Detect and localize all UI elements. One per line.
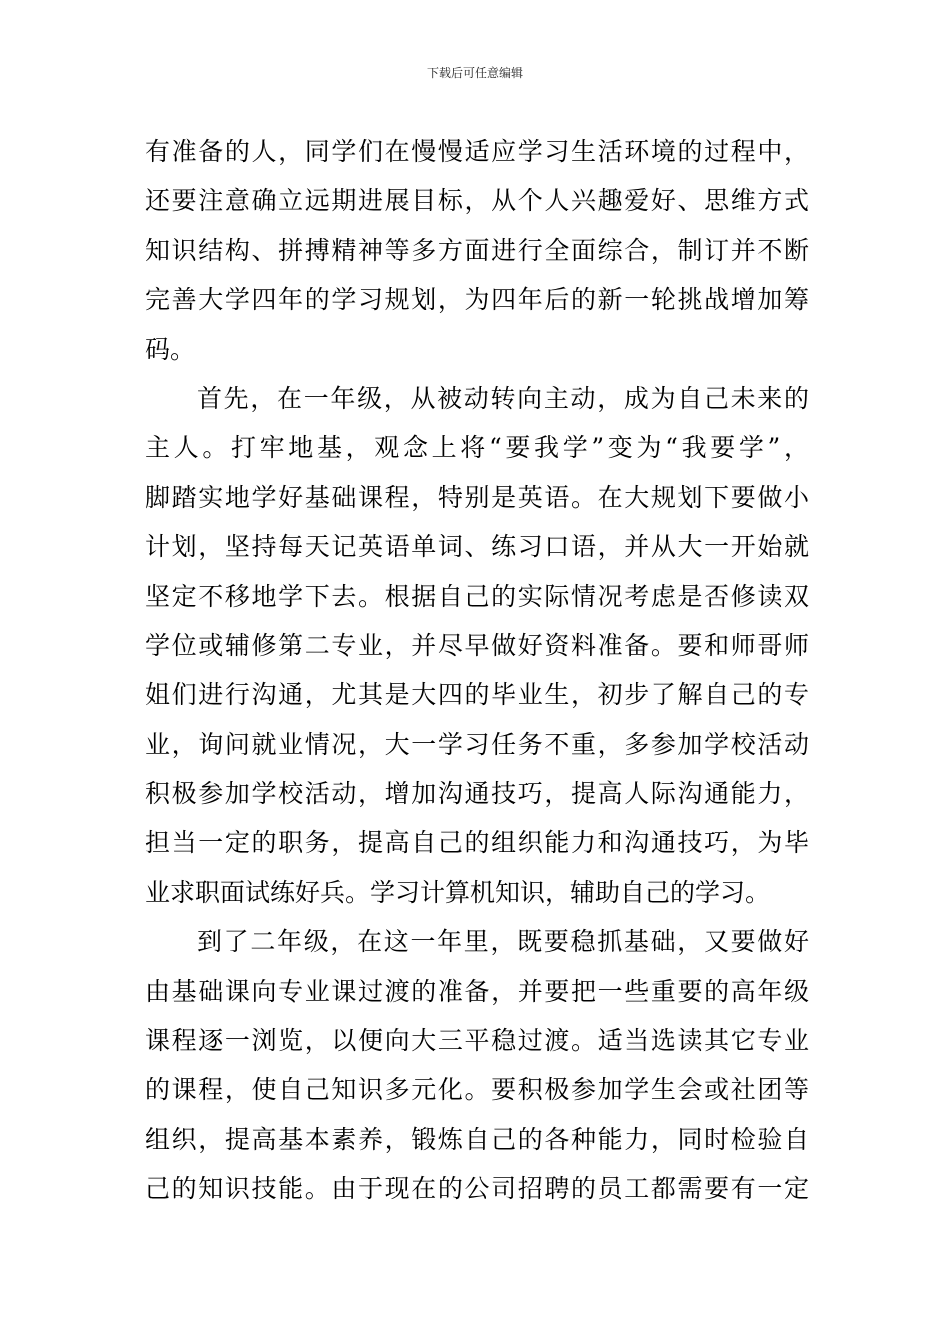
text-line: 知识结构、拼搏精神等多方面进行全面综合，制订并不断 — [145, 235, 809, 265]
text-line: 码。 — [145, 334, 196, 364]
paragraph-1 — [145, 127, 809, 374]
text-line: 由基础课向专业课过渡的准备，并要把一些重要的高年级 — [145, 976, 809, 1006]
text-line: 坚定不移地学下去。根据自己的实际情况考虑是否修读双 — [145, 581, 809, 611]
text-line: 到了二年级，在这一年里，既要稳抓基础，又要做好 — [197, 927, 809, 957]
text-line: 业，询问就业情况，大一学习任务不重，多参加学校活动 — [145, 729, 809, 759]
text-line: 计划，坚持每天记英语单词、练习口语，并从大一开始就 — [145, 532, 809, 562]
text-line: 学位或辅修第二专业，并尽早做好资料准备。要和师哥师 — [145, 630, 809, 660]
paragraph-2 — [145, 374, 809, 917]
text-line: 的课程，使自己知识多元化。要积极参加学生会或社团等 — [145, 1075, 809, 1105]
text-line: 担当一定的职务，提高自己的组织能力和沟通技巧，为毕 — [145, 828, 809, 858]
text-line: 首先，在一年级，从被动转向主动，成为自己未来的 — [197, 383, 809, 413]
paragraph-3 — [145, 917, 809, 1213]
text-line: 脚踏实地学好基础课程，特别是英语。在大规划下要做小 — [145, 482, 809, 512]
text-line: 主人。打牢地基，观念上将“要我学”变为“我要学”， — [145, 433, 809, 463]
text-line: 课程逐一浏览，以便向大三平稳过渡。适当选读其它专业 — [145, 1026, 809, 1056]
text-line: 业求职面试练好兵。学习计算机知识，辅助自己的学习。 — [145, 877, 771, 907]
text-line: 完善大学四年的学习规划，为四年后的新一轮挑战增加筹 — [145, 285, 809, 315]
document-body — [145, 127, 809, 1214]
text-line: 有准备的人，同学们在慢慢适应学习生活环境的过程中， — [145, 137, 809, 166]
text-line: 姐们进行沟通，尤其是大四的毕业生，初步了解自己的专 — [145, 680, 809, 710]
text-line: 积极参加学校活动，增加沟通技巧，提高人际沟通能力， — [145, 779, 809, 809]
page-header: 下载后可任意编辑 — [426, 66, 523, 80]
text-line: 己的知识技能。由于现在的公司招聘的员工都需要有一定 — [145, 1174, 809, 1204]
text-line: 还要注意确立远期进展目标，从个人兴趣爱好、思维方式 — [145, 186, 809, 216]
text-line: 组织，提高基本素养，锻炼自己的各种能力，同时检验自 — [145, 1124, 809, 1154]
